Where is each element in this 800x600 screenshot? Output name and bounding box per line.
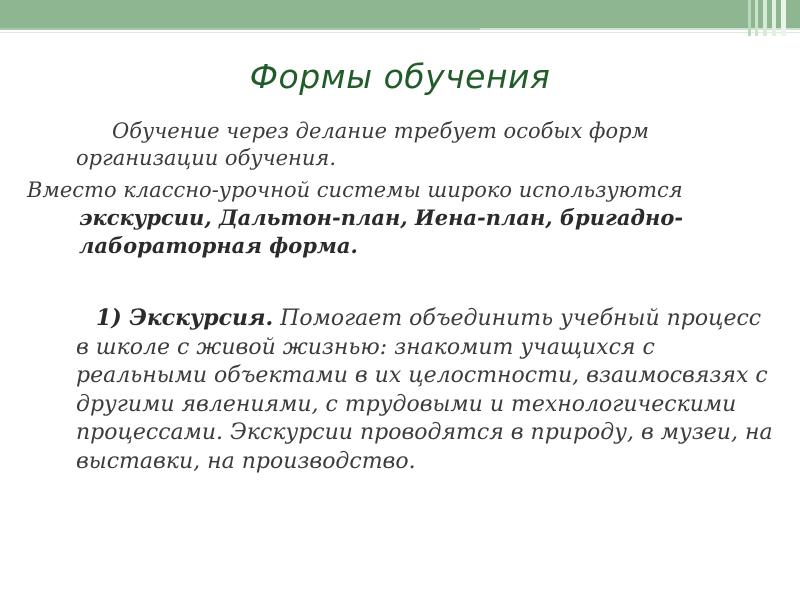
paragraph-learning-by-doing: Обучение через делание требует особых форм организации обучения.: [76, 119, 649, 170]
header-divider-thin-line: [0, 32, 800, 33]
header-decor-stripe: [755, 0, 758, 36]
header-decor-stripe: [763, 0, 767, 36]
paragraph-excursion: [76, 304, 776, 476]
paragraph-forms-emphasis: экскурсии, Дальтон-план, Иена-план, бригадно-лабораторная форма.: [79, 205, 684, 258]
header-divider-line: [0, 28, 480, 30]
paragraph-forms-list: [27, 177, 799, 260]
header-decor-stripe: [781, 0, 786, 36]
paragraph-excursion-heading: 1) Экскурсия.: [96, 305, 274, 331]
paragraph-excursion-body: Помогает объединить учебный процесс в школе с живой жизнью: знакомит учащихся с реальными объектами в их целостности, взаимосвязях с другими явлениями, с трудовыми и технологическими процессами. Экскурсии проводятся в природу, в музеи, на выставки, на производство.: [76, 306, 773, 474]
header-decor-stripe: [772, 0, 776, 36]
header-bar: [0, 0, 800, 28]
paragraph-forms-lead: Вместо классно-урочной системы широко используются: [27, 178, 683, 202]
header-divider-line-right: [480, 28, 800, 30]
slide-title: Формы обучения: [249, 57, 551, 96]
header-decor-stripe: [748, 0, 751, 36]
